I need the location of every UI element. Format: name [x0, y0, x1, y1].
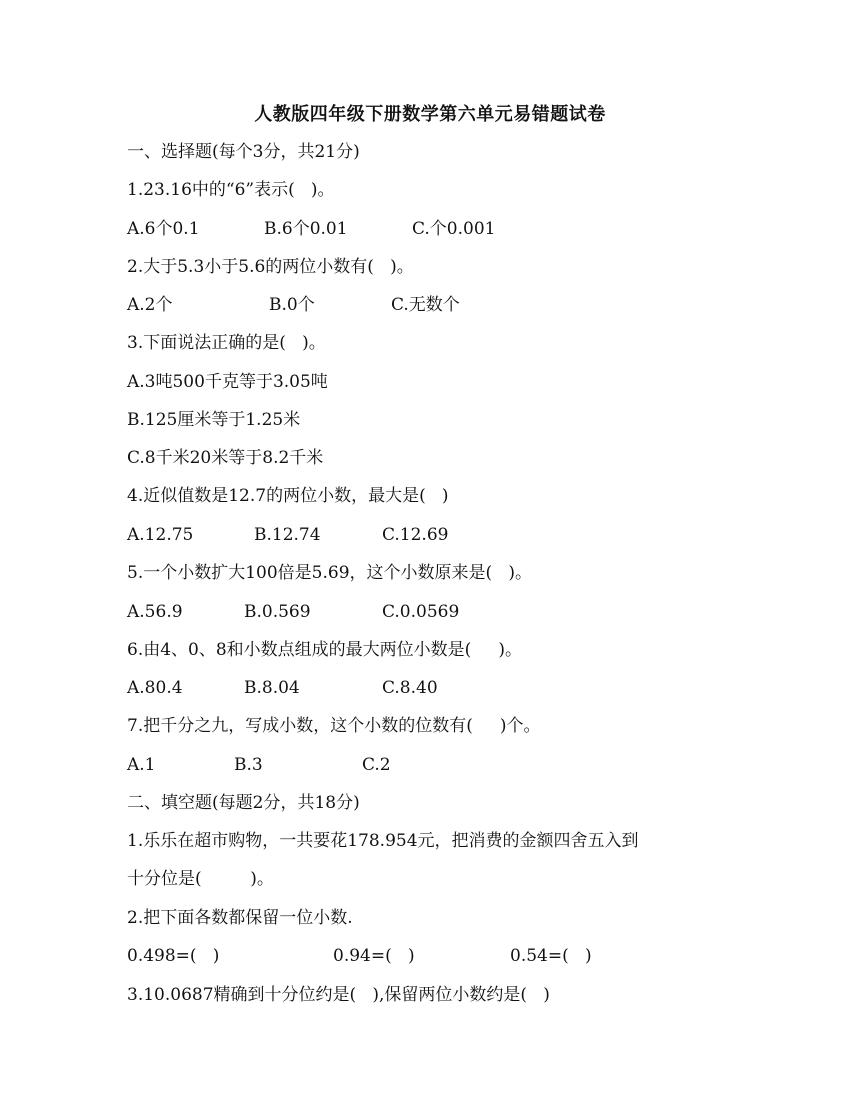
q3-option-c: C.8千米20米等于8.2千米	[127, 448, 324, 468]
question-5: 5.一个小数扩大100倍是5.69，这个小数原来是( )。	[127, 563, 532, 583]
fill-question-3: 3.10.0687精确到十分位约是( ),保留两位小数约是( )	[127, 985, 550, 1005]
q2-option-c: C.无数个	[391, 295, 460, 315]
fill-question-1-line2: 十分位是( )。	[127, 869, 274, 889]
q3-option-b: B.125厘米等于1.25米	[127, 410, 301, 430]
q1-option-c: C.个0.001	[412, 219, 496, 239]
fill-question-1-line1: 1.乐乐在超市购物，一共要花178.954元，把消费的金额四舍五入到	[127, 831, 639, 851]
question-2: 2.大于5.3小于5.6的两位小数有( )。	[127, 257, 414, 277]
q2-option-b: B.0个	[269, 295, 315, 315]
fill-q2-item-a: 0.498=( )	[127, 946, 220, 966]
q5-option-a: A.56.9	[127, 602, 183, 622]
q7-option-c: C.2	[362, 755, 391, 775]
q2-option-a: A.2个	[127, 295, 173, 315]
q6-option-b: B.8.04	[244, 678, 300, 698]
q6-option-a: A.80.4	[127, 678, 183, 698]
question-1: 1.23.16中的“6”表示( )。	[127, 180, 335, 200]
q4-option-b: B.12.74	[254, 525, 321, 545]
q7-option-a: A.1	[127, 755, 156, 775]
q6-option-c: C.8.40	[382, 678, 438, 698]
question-4: 4.近似值数是12.7的两位小数，最大是( )	[127, 486, 449, 506]
question-7: 7.把千分之九，写成小数，这个小数的位数有( )个。	[127, 716, 541, 736]
section2-heading: 二、填空题(每题2分，共18分)	[127, 793, 360, 813]
q5-option-c: C.0.0569	[382, 602, 460, 622]
question-3: 3.下面说法正确的是( )。	[127, 333, 326, 353]
fill-question-2: 2.把下面各数都保留一位小数.	[127, 908, 353, 928]
section1-heading: 一、选择题(每个3分，共21分)	[127, 142, 360, 162]
q7-option-b: B.3	[234, 755, 263, 775]
q1-option-b: B.6个0.01	[264, 219, 348, 239]
fill-q2-item-b: 0.94=( )	[333, 946, 415, 966]
q3-option-a: A.3吨500千克等于3.05吨	[127, 372, 328, 392]
fill-q2-item-c: 0.54=( )	[510, 946, 592, 966]
exam-title: 人教版四年级下册数学第六单元易错题试卷	[254, 104, 606, 125]
question-6: 6.由4、0、8和小数点组成的最大两位小数是( )。	[127, 640, 522, 660]
q4-option-a: A.12.75	[127, 525, 194, 545]
q4-option-c: C.12.69	[382, 525, 449, 545]
q1-option-a: A.6个0.1	[127, 219, 200, 239]
q5-option-b: B.0.569	[244, 602, 311, 622]
